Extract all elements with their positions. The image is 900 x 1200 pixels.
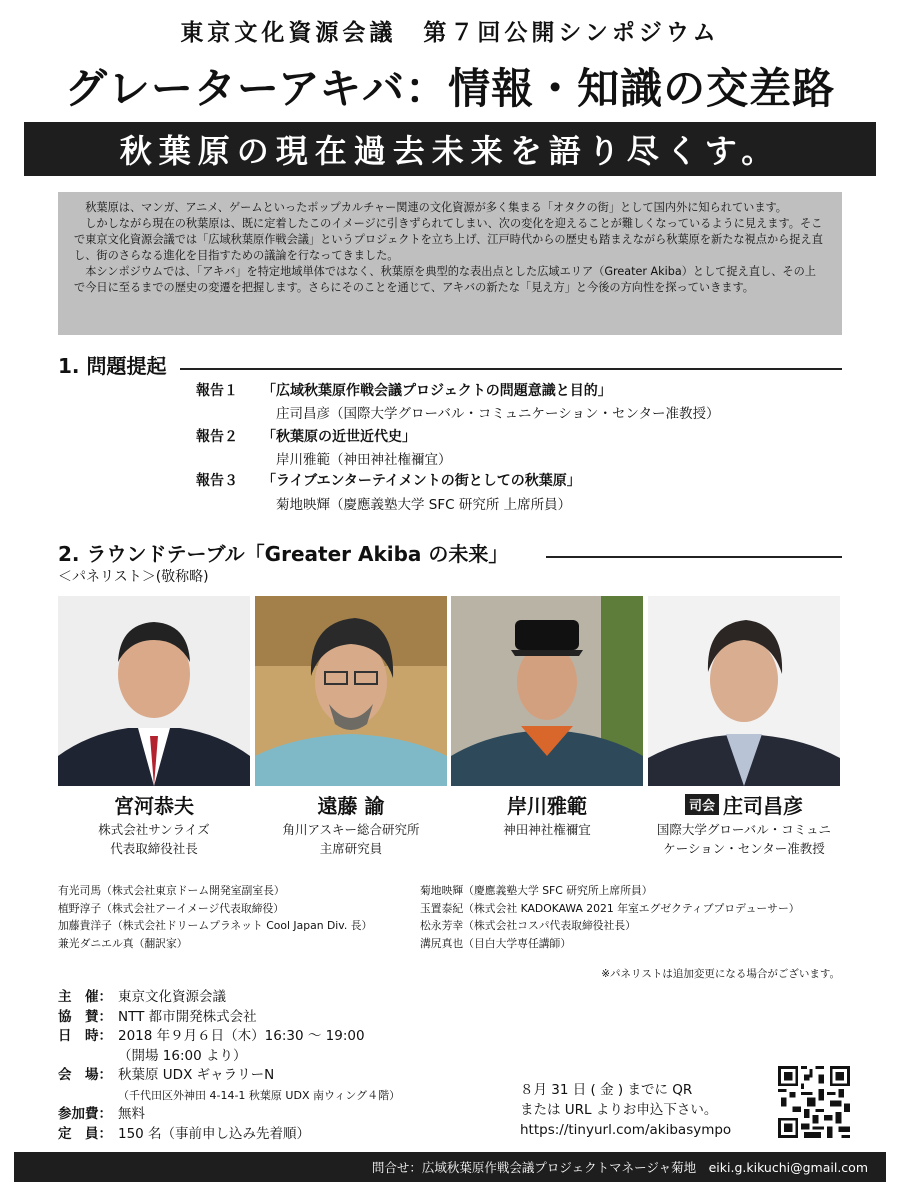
apply-line-1: ８月 31 日 ( 金 ) までに QR <box>520 1082 693 1098</box>
info-fee-value: 無料 <box>118 1106 145 1122</box>
panelist-remark: ※パネリストは追加変更になる場合がございます。 <box>601 968 840 980</box>
other-panelist: 溝尻真也（目白大学専任講師） <box>420 936 572 950</box>
panelist-role-2 <box>251 820 451 858</box>
tagline-banner: 秋葉原の現在過去未来を語り尽くす。 <box>24 122 876 176</box>
header-org-line: 東京文化資源会議 第７回公開シンポジウム <box>180 20 720 46</box>
panelist-role-4-line-1: 国際大学グローバル・コミュニ <box>656 822 832 837</box>
report-3 <box>196 470 581 490</box>
panelist-photo-2 <box>255 596 447 786</box>
other-panelist: 松永芳幸（株式会社コスパ代表取締役社長） <box>420 919 636 932</box>
report-1-number: 報告１ <box>196 383 238 399</box>
apply-instructions <box>520 1080 731 1140</box>
panelist-role-1 <box>54 820 254 858</box>
info-host-value: 東京文化資源会議 <box>118 989 226 1005</box>
section-1-rule <box>180 368 842 370</box>
panelist-role-4-line-2: ケーション・センター准教授 <box>663 841 825 856</box>
other-panelist: 有光司馬（株式会社東京ドーム開発室副室長） <box>58 884 285 897</box>
symposium-title: グレーターアキバ：情報・知識の交差路 <box>64 64 836 113</box>
panelist-name-1: 宮河恭夫 <box>114 794 194 818</box>
intro-paragraph-3: 本シンポジウムでは、「アキバ」を特定地域単体ではなく、秋葉原を典型的な表出点とした広域エリア（Greater Akiba）として捉え直し、その上で今日に至るまでの歴史の変遷を把握します。さらにそのことを通じて、アキバの新たな「見え方」と今後の方向性を探っていきます。 <box>74 265 816 294</box>
other-panelists-left <box>58 882 372 952</box>
info-venue <box>58 1066 400 1086</box>
info-capacity <box>58 1125 400 1145</box>
panelist-role-3 <box>447 820 647 839</box>
panelist-name-3: 岸川雅範 <box>507 794 587 818</box>
other-panelist: 植野淳子（株式会社アーイメージ代表取締役） <box>58 901 285 915</box>
info-sponsor-value: NTT 都市開発株式会社 <box>118 1008 257 1025</box>
info-date-label: 日 時： <box>58 1028 112 1044</box>
info-venue-address: （千代田区外神田 4-14-1 秋葉原 UDX 南ウィング４階） <box>118 1088 401 1102</box>
apply-url-link[interactable]: https://tinyurl.com/akibasympo <box>520 1122 732 1138</box>
info-fee <box>58 1105 400 1125</box>
info-date-sub: （開場 16:00 より） <box>118 1047 247 1064</box>
info-capacity-label: 定 員： <box>58 1125 112 1142</box>
info-venue-label: 会 場： <box>58 1067 112 1083</box>
other-panelist: 兼光ダニエル真（翻訳家） <box>58 936 188 950</box>
info-sponsor <box>58 1008 400 1028</box>
qr-code-icon[interactable] <box>778 1066 850 1138</box>
section-2-heading: 2. ラウンドテーブル「Greater Akiba の未来」 <box>58 542 509 566</box>
panelist-role-3-line-1: 神田神社権禰宜 <box>503 822 591 837</box>
section-1-heading: 1. 問題提起 <box>58 354 167 378</box>
report-2 <box>196 426 416 446</box>
moderator-badge: 司会 <box>685 794 719 815</box>
info-fee-label: 参加費： <box>58 1106 112 1122</box>
panelist-photo-1 <box>58 596 250 786</box>
report-2-number: 報告２ <box>196 429 238 445</box>
report-1-title: 「広域秋葉原作戦会議プロジェクトの問題意識と目的」 <box>262 383 612 399</box>
info-capacity-value: 150 名（事前申し込み先着順） <box>118 1125 311 1142</box>
apply-line-2: または URL よりお申込下さい。 <box>520 1102 718 1118</box>
report-1 <box>196 380 612 400</box>
report-3-number: 報告３ <box>196 473 238 489</box>
other-panelist: 玉置泰紀（株式会社 KADOKAWA 2021 年室エグゼクティブプロデューサー） <box>420 901 800 915</box>
panelist-photo-3 <box>451 596 643 786</box>
other-panelist: 加藤貴洋子（株式会社ドリームプラネット Cool Japan Div. 長） <box>58 919 373 932</box>
panelist-role-2-line-2: 主席研究員 <box>319 841 383 856</box>
report-3-presenter: 菊地映輝（慶應義塾大学 SFC 研究所 上席所員） <box>276 497 572 513</box>
report-2-title: 「秋葉原の近世近代史」 <box>262 429 416 445</box>
info-date-value: 2018 年９月６日（木）16:30 ～ 19:00 <box>118 1028 365 1044</box>
panelist-note: ＜パネリスト＞(敬称略) <box>58 569 209 585</box>
intro-box <box>58 192 842 335</box>
contact-footer: 問合せ：広域秋葉原作戦会議プロジェクトマネージャ菊地 eiki.g.kikuchi@gmail.com <box>14 1152 886 1182</box>
panelist-role-4 <box>644 820 844 858</box>
intro-paragraph-2: しかしながら現在の秋葉原は、既に定着したこのイメージに引きずられてしまい、次の変化を迎えることが難しくなっているように見えます。そこで東京文化資源会議では「広域秋葉原作戦会議」というプロジェクトを立ち上げ、江戸時代からの歴史も踏まえながら秋葉原を新たな視点から捉え直し、街のさらなる進化を目指すための議論を行なってきました。 <box>74 217 823 262</box>
panelist-name-2: 遠藤 諭 <box>317 794 385 818</box>
report-2-presenter: 岸川雅範（神田神社権禰宜） <box>276 452 452 468</box>
panelist-photo-4 <box>648 596 840 786</box>
event-info <box>58 988 400 1144</box>
info-host-label: 主 催： <box>58 989 112 1005</box>
info-venue-value: 秋葉原 UDX ギャラリーN <box>118 1067 275 1083</box>
info-date <box>58 1027 400 1047</box>
info-sponsor-label: 協 賛： <box>58 1008 112 1025</box>
report-1-presenter: 庄司昌彦（国際大学グローバル・コミュニケーション・センター准教授） <box>276 406 720 422</box>
panelist-role-2-line-1: 角川アスキー総合研究所 <box>282 822 420 837</box>
other-panelist: 菊地映輝（慶應義塾大学 SFC 研究所上席所員） <box>420 884 653 897</box>
panelist-name-4 <box>648 790 840 819</box>
panelist-role-1-line-2: 代表取締役社長 <box>110 841 198 856</box>
intro-paragraph-1: 秋葉原は、マンガ、アニメ、ゲームといったポップカルチャー関連の文化資源が多く集まる「オタクの街」として国内外に知られています。 <box>85 201 787 214</box>
other-panelists-right <box>420 882 800 952</box>
info-host <box>58 988 400 1008</box>
panelist-name-4-text: 庄司昌彦 <box>723 794 803 818</box>
panelist-role-1-line-1: 株式会社サンライズ <box>98 822 210 837</box>
section-2-rule <box>546 556 842 558</box>
report-3-title: 「ライブエンターテイメントの街としての秋葉原」 <box>262 473 581 489</box>
